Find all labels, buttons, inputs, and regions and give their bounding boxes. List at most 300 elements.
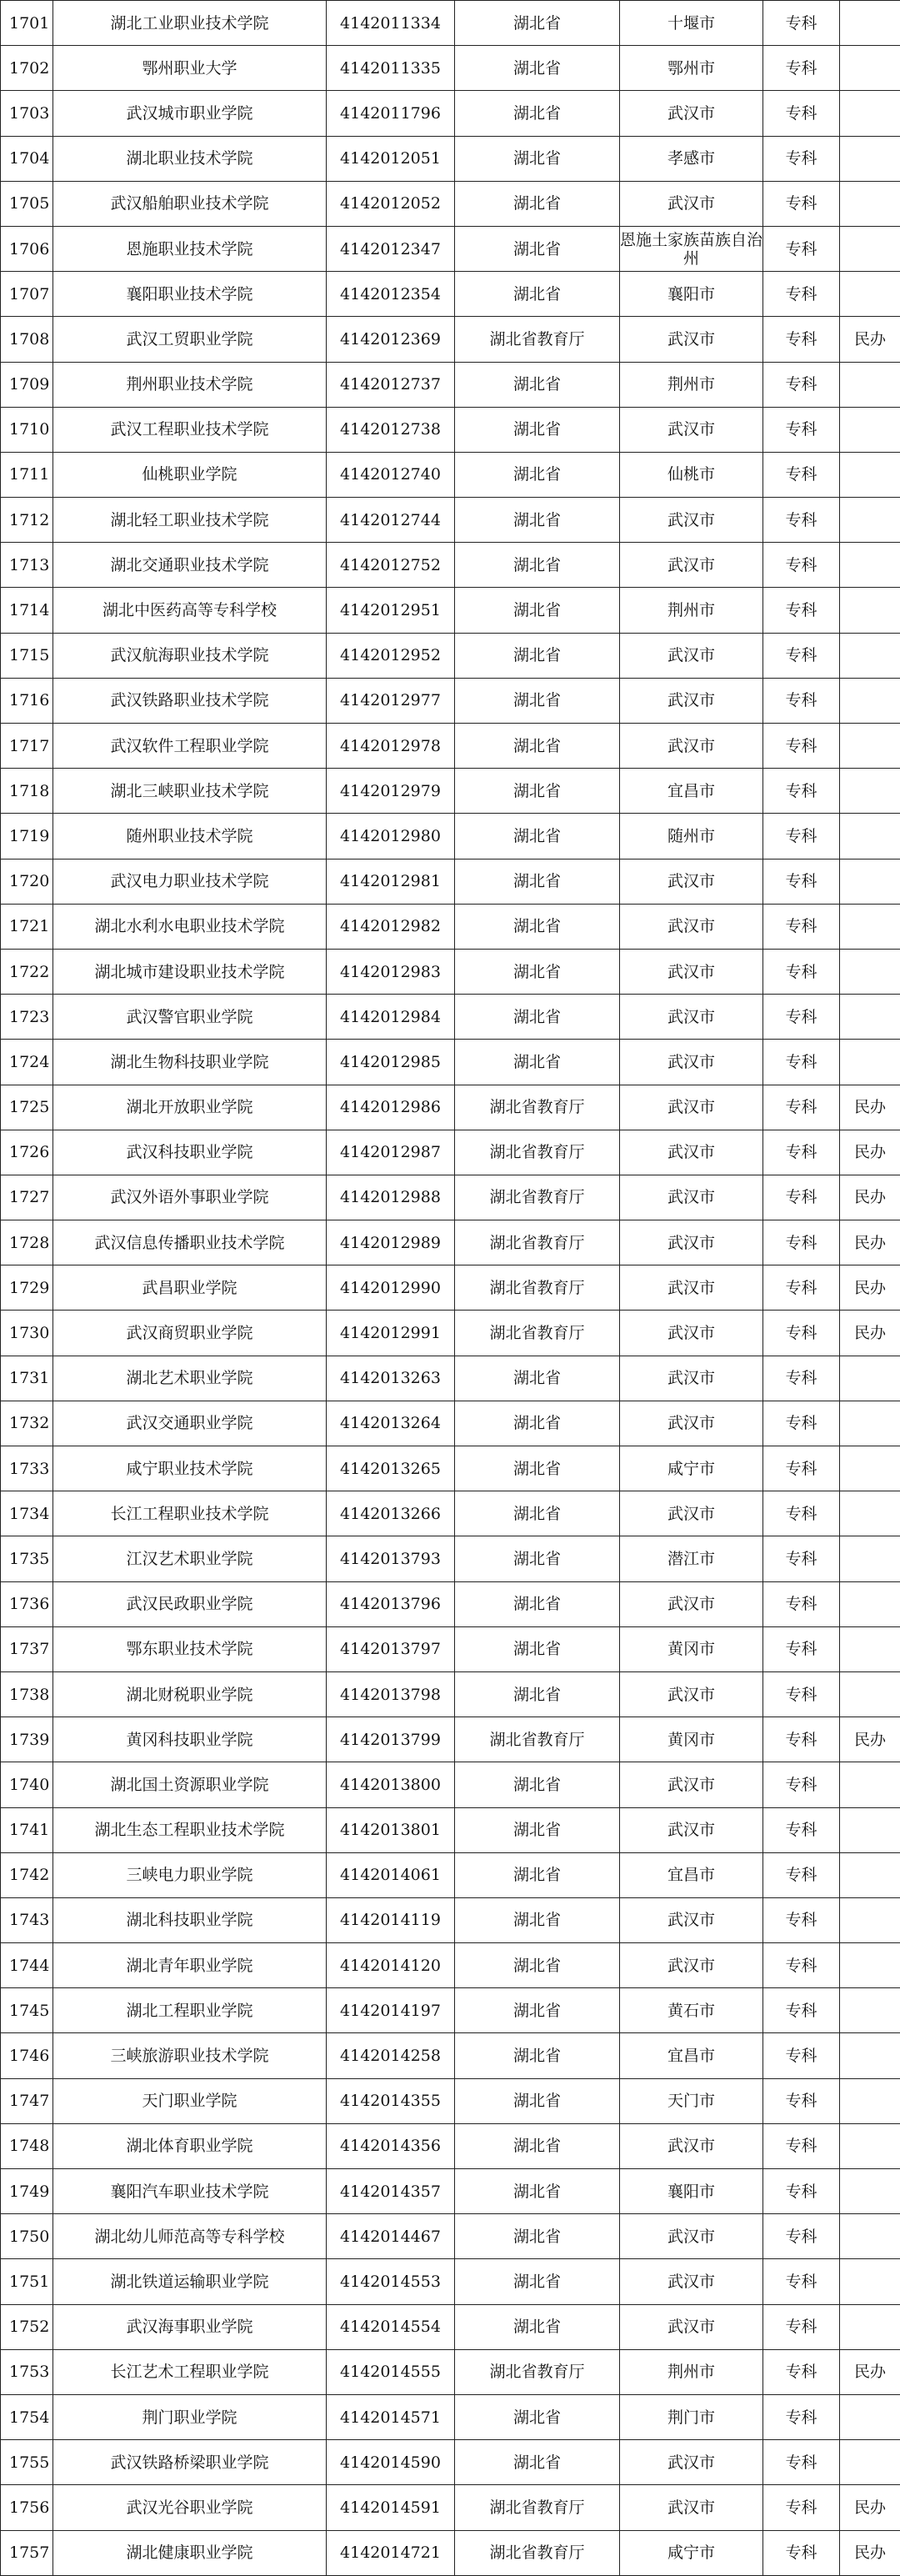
authority-cell: 湖北省教育厅 xyxy=(455,1175,620,1220)
row-number-cell: 1725 xyxy=(1,1085,53,1130)
authority-cell: 湖北省 xyxy=(455,1988,620,2033)
school-name-cell: 武汉交通职业学院 xyxy=(53,1401,327,1446)
school-code-cell: 4142012752 xyxy=(327,543,455,588)
remark-cell xyxy=(840,678,900,723)
table-row xyxy=(1,1626,900,1671)
school-name-cell: 湖北健康职业学院 xyxy=(53,2530,327,2575)
table-row xyxy=(1,1265,900,1311)
table-row xyxy=(1,2304,900,2349)
level-cell: 专科 xyxy=(763,362,840,407)
remark-cell xyxy=(840,859,900,904)
school-code-cell: 4142012989 xyxy=(327,1220,455,1265)
level-cell: 专科 xyxy=(763,407,840,452)
school-code-cell: 4142012986 xyxy=(327,1085,455,1130)
authority-cell: 湖北省 xyxy=(455,859,620,904)
level-cell: 专科 xyxy=(763,181,840,226)
school-code-cell: 4142012985 xyxy=(327,1040,455,1085)
authority-cell: 湖北省 xyxy=(455,226,620,271)
school-code-cell: 4142012980 xyxy=(327,814,455,859)
table-row xyxy=(1,1671,900,1716)
authority-cell: 湖北省 xyxy=(455,2440,620,2485)
school-code-cell: 4142014721 xyxy=(327,2530,455,2575)
authority-cell: 湖北省 xyxy=(455,46,620,91)
school-name-cell: 武汉城市职业学院 xyxy=(53,91,327,136)
school-name-cell: 武汉船舶职业技术学院 xyxy=(53,181,327,226)
school-name-cell: 武汉工贸职业学院 xyxy=(53,317,327,362)
location-cell: 武汉市 xyxy=(620,1085,763,1130)
remark-cell: 民办 xyxy=(840,2485,900,2530)
authority-cell: 湖北省 xyxy=(455,2214,620,2259)
authority-cell: 湖北省教育厅 xyxy=(455,2349,620,2394)
remark-cell xyxy=(840,2033,900,2078)
location-cell: 武汉市 xyxy=(620,2214,763,2259)
school-name-cell: 襄阳汽车职业技术学院 xyxy=(53,2169,327,2214)
table-row xyxy=(1,588,900,633)
authority-cell: 湖北省教育厅 xyxy=(455,1311,620,1356)
location-cell: 武汉市 xyxy=(620,633,763,678)
location-cell: 天门市 xyxy=(620,2078,763,2123)
table-row xyxy=(1,2033,900,2078)
row-number-cell: 1703 xyxy=(1,91,53,136)
level-cell: 专科 xyxy=(763,2169,840,2214)
location-cell: 武汉市 xyxy=(620,1220,763,1265)
row-number-cell: 1756 xyxy=(1,2485,53,2530)
table-row xyxy=(1,272,900,317)
remark-cell xyxy=(840,1897,900,1942)
school-name-cell: 湖北生物科技职业学院 xyxy=(53,1040,327,1085)
level-cell: 专科 xyxy=(763,46,840,91)
level-cell: 专科 xyxy=(763,633,840,678)
table-row xyxy=(1,1220,900,1265)
row-number-cell: 1708 xyxy=(1,317,53,362)
level-cell: 专科 xyxy=(763,317,840,362)
level-cell: 专科 xyxy=(763,2033,840,2078)
school-code-cell: 4142013263 xyxy=(327,1356,455,1401)
location-cell: 荆州市 xyxy=(620,588,763,633)
location-cell: 武汉市 xyxy=(620,1040,763,1085)
table-row xyxy=(1,724,900,769)
level-cell: 专科 xyxy=(763,272,840,317)
authority-cell: 湖北省教育厅 xyxy=(455,1085,620,1130)
location-cell: 武汉市 xyxy=(620,1897,763,1942)
location-cell: 武汉市 xyxy=(620,724,763,769)
row-number-cell: 1713 xyxy=(1,543,53,588)
location-cell: 武汉市 xyxy=(620,2485,763,2530)
school-code-cell: 4142012977 xyxy=(327,678,455,723)
location-cell: 宜昌市 xyxy=(620,769,763,814)
remark-cell xyxy=(840,995,900,1040)
level-cell: 专科 xyxy=(763,2304,840,2349)
remark-cell xyxy=(840,1040,900,1085)
school-code-cell: 4142013266 xyxy=(327,1491,455,1536)
level-cell: 专科 xyxy=(763,136,840,181)
level-cell: 专科 xyxy=(763,1175,840,1220)
table-row xyxy=(1,2394,900,2439)
location-cell: 咸宁市 xyxy=(620,2530,763,2575)
authority-cell: 湖北省教育厅 xyxy=(455,1265,620,1311)
table-row xyxy=(1,859,900,904)
row-number-cell: 1726 xyxy=(1,1130,53,1175)
school-name-cell: 江汉艺术职业学院 xyxy=(53,1536,327,1581)
table-row xyxy=(1,407,900,452)
location-cell: 武汉市 xyxy=(620,1311,763,1356)
authority-cell: 湖北省 xyxy=(455,407,620,452)
location-cell: 武汉市 xyxy=(620,1265,763,1311)
level-cell: 专科 xyxy=(763,949,840,994)
school-name-cell: 襄阳职业技术学院 xyxy=(53,272,327,317)
school-name-cell: 武汉民政职业学院 xyxy=(53,1581,327,1626)
location-cell: 武汉市 xyxy=(620,317,763,362)
school-code-cell: 4142012952 xyxy=(327,633,455,678)
table-row xyxy=(1,678,900,723)
level-cell: 专科 xyxy=(763,2259,840,2304)
remark-cell xyxy=(840,498,900,543)
level-cell: 专科 xyxy=(763,1401,840,1446)
table-row xyxy=(1,2349,900,2394)
remark-cell xyxy=(840,1626,900,1671)
remark-cell xyxy=(840,1852,900,1897)
school-code-cell: 4142014061 xyxy=(327,1852,455,1897)
authority-cell: 湖北省 xyxy=(455,2304,620,2349)
school-name-cell: 黄冈科技职业学院 xyxy=(53,1717,327,1762)
authority-cell: 湖北省 xyxy=(455,543,620,588)
remark-cell xyxy=(840,1762,900,1807)
location-cell: 武汉市 xyxy=(620,2259,763,2304)
row-number-cell: 1711 xyxy=(1,452,53,497)
school-code-cell: 4142013801 xyxy=(327,1807,455,1852)
authority-cell: 湖北省 xyxy=(455,1852,620,1897)
authority-cell: 湖北省 xyxy=(455,588,620,633)
location-cell: 潜江市 xyxy=(620,1536,763,1581)
school-name-cell: 湖北开放职业学院 xyxy=(53,1085,327,1130)
remark-cell xyxy=(840,362,900,407)
school-name-cell: 长江工程职业技术学院 xyxy=(53,1491,327,1536)
row-number-cell: 1705 xyxy=(1,181,53,226)
level-cell: 专科 xyxy=(763,2214,840,2259)
remark-cell xyxy=(840,543,900,588)
level-cell: 专科 xyxy=(763,1491,840,1536)
school-name-cell: 仙桃职业学院 xyxy=(53,452,327,497)
authority-cell: 湖北省教育厅 xyxy=(455,1717,620,1762)
authority-cell: 湖北省 xyxy=(455,1,620,46)
level-cell: 专科 xyxy=(763,859,840,904)
authority-cell: 湖北省 xyxy=(455,633,620,678)
level-cell: 专科 xyxy=(763,543,840,588)
authority-cell: 湖北省教育厅 xyxy=(455,1220,620,1265)
level-cell: 专科 xyxy=(763,1717,840,1762)
level-cell: 专科 xyxy=(763,1807,840,1852)
authority-cell: 湖北省教育厅 xyxy=(455,2530,620,2575)
school-code-cell: 4142013800 xyxy=(327,1762,455,1807)
school-code-cell: 4142014571 xyxy=(327,2394,455,2439)
remark-cell: 民办 xyxy=(840,1220,900,1265)
school-name-cell: 湖北轻工职业技术学院 xyxy=(53,498,327,543)
authority-cell: 湖北省 xyxy=(455,995,620,1040)
location-cell: 武汉市 xyxy=(620,949,763,994)
row-number-cell: 1709 xyxy=(1,362,53,407)
level-cell: 专科 xyxy=(763,814,840,859)
location-cell: 武汉市 xyxy=(620,91,763,136)
table-row xyxy=(1,633,900,678)
school-code-cell: 4142013797 xyxy=(327,1626,455,1671)
location-cell: 鄂州市 xyxy=(620,46,763,91)
location-cell: 武汉市 xyxy=(620,181,763,226)
authority-cell: 湖北省 xyxy=(455,1626,620,1671)
school-name-cell: 湖北财税职业学院 xyxy=(53,1671,327,1716)
school-code-cell: 4142014467 xyxy=(327,2214,455,2259)
remark-cell: 民办 xyxy=(840,1085,900,1130)
location-cell: 恩施土家族苗族自治州 xyxy=(620,226,763,271)
authority-cell: 湖北省 xyxy=(455,91,620,136)
table-row xyxy=(1,769,900,814)
table-row xyxy=(1,2530,900,2575)
location-cell: 武汉市 xyxy=(620,543,763,588)
remark-cell xyxy=(840,46,900,91)
table-row xyxy=(1,1401,900,1446)
school-code-cell: 4142014356 xyxy=(327,2123,455,2168)
level-cell: 专科 xyxy=(763,2078,840,2123)
remark-cell xyxy=(840,1536,900,1581)
remark-cell: 民办 xyxy=(840,1175,900,1220)
row-number-cell: 1714 xyxy=(1,588,53,633)
school-code-cell: 4142012991 xyxy=(327,1311,455,1356)
school-code-cell: 4142012988 xyxy=(327,1175,455,1220)
location-cell: 武汉市 xyxy=(620,498,763,543)
school-name-cell: 湖北城市建设职业技术学院 xyxy=(53,949,327,994)
row-number-cell: 1734 xyxy=(1,1491,53,1536)
authority-cell: 湖北省 xyxy=(455,2078,620,2123)
school-code-cell: 4142012981 xyxy=(327,859,455,904)
authority-cell: 湖北省教育厅 xyxy=(455,317,620,362)
level-cell: 专科 xyxy=(763,2530,840,2575)
authority-cell: 湖北省 xyxy=(455,1762,620,1807)
school-code-cell: 4142012744 xyxy=(327,498,455,543)
row-number-cell: 1710 xyxy=(1,407,53,452)
table-row xyxy=(1,2169,900,2214)
row-number-cell: 1739 xyxy=(1,1717,53,1762)
level-cell: 专科 xyxy=(763,1446,840,1491)
level-cell: 专科 xyxy=(763,2349,840,2394)
authority-cell: 湖北省 xyxy=(455,1671,620,1716)
school-code-cell: 4142012369 xyxy=(327,317,455,362)
remark-cell xyxy=(840,2259,900,2304)
school-name-cell: 湖北艺术职业学院 xyxy=(53,1356,327,1401)
level-cell: 专科 xyxy=(763,452,840,497)
row-number-cell: 1736 xyxy=(1,1581,53,1626)
school-name-cell: 湖北中医药高等专科学校 xyxy=(53,588,327,633)
remark-cell xyxy=(840,1988,900,2033)
table-row xyxy=(1,2123,900,2168)
school-name-cell: 鄂州职业大学 xyxy=(53,46,327,91)
location-cell: 荆州市 xyxy=(620,362,763,407)
remark-cell xyxy=(840,724,900,769)
level-cell: 专科 xyxy=(763,1220,840,1265)
authority-cell: 湖北省 xyxy=(455,1581,620,1626)
remark-cell: 民办 xyxy=(840,2349,900,2394)
remark-cell xyxy=(840,2169,900,2214)
authority-cell: 湖北省 xyxy=(455,2169,620,2214)
location-cell: 武汉市 xyxy=(620,995,763,1040)
school-name-cell: 武汉光谷职业学院 xyxy=(53,2485,327,2530)
school-code-cell: 4142011334 xyxy=(327,1,455,46)
authority-cell: 湖北省 xyxy=(455,1807,620,1852)
row-number-cell: 1722 xyxy=(1,949,53,994)
authority-cell: 湖北省 xyxy=(455,452,620,497)
row-number-cell: 1733 xyxy=(1,1446,53,1491)
table-row xyxy=(1,317,900,362)
authority-cell: 湖北省 xyxy=(455,1897,620,1942)
table-row xyxy=(1,2078,900,2123)
row-number-cell: 1721 xyxy=(1,904,53,949)
school-code-cell: 4142012347 xyxy=(327,226,455,271)
school-name-cell: 湖北国土资源职业学院 xyxy=(53,1762,327,1807)
level-cell: 专科 xyxy=(763,1988,840,2033)
table-row xyxy=(1,1130,900,1175)
school-code-cell: 4142014355 xyxy=(327,2078,455,2123)
school-code-cell: 4142011335 xyxy=(327,46,455,91)
school-name-cell: 武汉航海职业技术学院 xyxy=(53,633,327,678)
school-name-cell: 三峡电力职业学院 xyxy=(53,1852,327,1897)
table-row xyxy=(1,46,900,91)
location-cell: 武汉市 xyxy=(620,2123,763,2168)
table-row xyxy=(1,2259,900,2304)
school-name-cell: 湖北体育职业学院 xyxy=(53,2123,327,2168)
row-number-cell: 1745 xyxy=(1,1988,53,2033)
authority-cell: 湖北省 xyxy=(455,1401,620,1446)
location-cell: 武汉市 xyxy=(620,1943,763,1988)
authority-cell: 湖北省 xyxy=(455,1943,620,1988)
row-number-cell: 1727 xyxy=(1,1175,53,1220)
school-code-cell: 4142014590 xyxy=(327,2440,455,2485)
school-name-cell: 湖北铁道运输职业学院 xyxy=(53,2259,327,2304)
row-number-cell: 1724 xyxy=(1,1040,53,1085)
level-cell: 专科 xyxy=(763,724,840,769)
location-cell: 武汉市 xyxy=(620,1807,763,1852)
school-code-cell: 4142012982 xyxy=(327,904,455,949)
level-cell: 专科 xyxy=(763,1265,840,1311)
table-row xyxy=(1,1311,900,1356)
authority-cell: 湖北省 xyxy=(455,1536,620,1581)
remark-cell xyxy=(840,272,900,317)
school-code-cell: 4142012354 xyxy=(327,272,455,317)
table-row xyxy=(1,362,900,407)
school-code-cell: 4142012737 xyxy=(327,362,455,407)
school-code-cell: 4142012987 xyxy=(327,1130,455,1175)
school-code-cell: 4142013796 xyxy=(327,1581,455,1626)
location-cell: 武汉市 xyxy=(620,859,763,904)
school-code-cell: 4142012990 xyxy=(327,1265,455,1311)
table-row xyxy=(1,1356,900,1401)
row-number-cell: 1741 xyxy=(1,1807,53,1852)
row-number-cell: 1757 xyxy=(1,2530,53,2575)
remark-cell xyxy=(840,2304,900,2349)
level-cell: 专科 xyxy=(763,1130,840,1175)
remark-cell xyxy=(840,1807,900,1852)
school-name-cell: 湖北三峡职业技术学院 xyxy=(53,769,327,814)
authority-cell: 湖北省 xyxy=(455,949,620,994)
remark-cell: 民办 xyxy=(840,1717,900,1762)
school-name-cell: 三峡旅游职业技术学院 xyxy=(53,2033,327,2078)
row-number-cell: 1717 xyxy=(1,724,53,769)
location-cell: 武汉市 xyxy=(620,1671,763,1716)
level-cell: 专科 xyxy=(763,1536,840,1581)
school-name-cell: 武汉商贸职业学院 xyxy=(53,1311,327,1356)
authority-cell: 湖北省 xyxy=(455,498,620,543)
remark-cell: 民办 xyxy=(840,317,900,362)
location-cell: 武汉市 xyxy=(620,1491,763,1536)
remark-cell xyxy=(840,588,900,633)
level-cell: 专科 xyxy=(763,1852,840,1897)
level-cell: 专科 xyxy=(763,1085,840,1130)
school-name-cell: 湖北职业技术学院 xyxy=(53,136,327,181)
level-cell: 专科 xyxy=(763,1311,840,1356)
remark-cell xyxy=(840,452,900,497)
school-code-cell: 4142012978 xyxy=(327,724,455,769)
school-name-cell: 随州职业技术学院 xyxy=(53,814,327,859)
row-number-cell: 1750 xyxy=(1,2214,53,2259)
authority-cell: 湖北省 xyxy=(455,814,620,859)
remark-cell xyxy=(840,1581,900,1626)
level-cell: 专科 xyxy=(763,1762,840,1807)
row-number-cell: 1719 xyxy=(1,814,53,859)
table-row xyxy=(1,2440,900,2485)
row-number-cell: 1735 xyxy=(1,1536,53,1581)
remark-cell xyxy=(840,181,900,226)
row-number-cell: 1754 xyxy=(1,2394,53,2439)
location-cell: 武汉市 xyxy=(620,904,763,949)
level-cell: 专科 xyxy=(763,1,840,46)
location-cell: 咸宁市 xyxy=(620,1446,763,1491)
remark-cell xyxy=(840,2440,900,2485)
authority-cell: 湖北省 xyxy=(455,678,620,723)
school-name-cell: 鄂东职业技术学院 xyxy=(53,1626,327,1671)
school-code-cell: 4142013264 xyxy=(327,1401,455,1446)
school-name-cell: 武汉电力职业技术学院 xyxy=(53,859,327,904)
school-code-cell: 4142012738 xyxy=(327,407,455,452)
remark-cell xyxy=(840,1671,900,1716)
location-cell: 武汉市 xyxy=(620,1762,763,1807)
location-cell: 武汉市 xyxy=(620,1356,763,1401)
level-cell: 专科 xyxy=(763,2394,840,2439)
table-row xyxy=(1,498,900,543)
authority-cell: 湖北省 xyxy=(455,769,620,814)
table-row xyxy=(1,1581,900,1626)
school-code-cell: 4142012951 xyxy=(327,588,455,633)
authority-cell: 湖北省 xyxy=(455,2033,620,2078)
location-cell: 武汉市 xyxy=(620,1175,763,1220)
table-row xyxy=(1,226,900,271)
remark-cell xyxy=(840,1401,900,1446)
remark-cell: 民办 xyxy=(840,1265,900,1311)
row-number-cell: 1728 xyxy=(1,1220,53,1265)
remark-cell xyxy=(840,1,900,46)
remark-cell: 民办 xyxy=(840,1311,900,1356)
school-name-cell: 长江艺术工程职业学院 xyxy=(53,2349,327,2394)
remark-cell xyxy=(840,1446,900,1491)
school-code-cell: 4142014591 xyxy=(327,2485,455,2530)
location-cell: 随州市 xyxy=(620,814,763,859)
row-number-cell: 1715 xyxy=(1,633,53,678)
remark-cell xyxy=(840,769,900,814)
level-cell: 专科 xyxy=(763,1943,840,1988)
location-cell: 襄阳市 xyxy=(620,2169,763,2214)
row-number-cell: 1723 xyxy=(1,995,53,1040)
authority-cell: 湖北省 xyxy=(455,272,620,317)
table-row xyxy=(1,1852,900,1897)
school-name-cell: 湖北工程职业学院 xyxy=(53,1988,327,2033)
row-number-cell: 1701 xyxy=(1,1,53,46)
location-cell: 襄阳市 xyxy=(620,272,763,317)
